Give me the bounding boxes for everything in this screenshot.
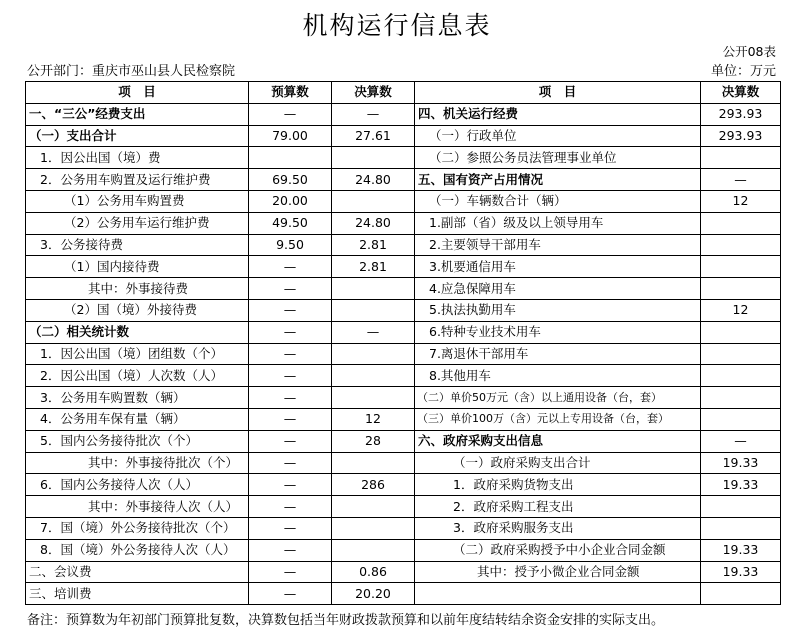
table-row [26, 496, 781, 518]
row-item-left: 5．国内公务接待批次（个） [26, 430, 249, 452]
row-item-right: （一）车辆数合计（辆） [415, 190, 701, 212]
row-budget: — [249, 583, 332, 605]
row-final [332, 496, 415, 518]
row-budget: — [249, 496, 332, 518]
row-item-right: 8.其他用车 [415, 365, 701, 387]
row-final-right [701, 234, 781, 256]
row-item-right: （二）单价50万元（含）以上通用设备（台，套） [415, 387, 701, 409]
row-final: 12 [332, 408, 415, 430]
row-final-right: 12 [701, 190, 781, 212]
row-budget: — [249, 103, 332, 125]
row-final-right: 19.33 [701, 539, 781, 561]
row-final-right [701, 583, 781, 605]
table-row [26, 408, 781, 430]
row-final-right: 19.33 [701, 452, 781, 474]
row-item-right: （二）参照公务员法管理事业单位 [415, 147, 701, 169]
row-budget: — [249, 343, 332, 365]
row-final: 2.81 [332, 234, 415, 256]
header-final: 决算数 [332, 82, 415, 104]
table-row [26, 474, 781, 496]
row-item-right: 2.主要领导干部用车 [415, 234, 701, 256]
row-item-left: （1）国内接待费 [26, 256, 249, 278]
row-final-right [701, 278, 781, 300]
form-number: 公开08表 [722, 44, 776, 59]
row-final [332, 517, 415, 539]
table-row [26, 387, 781, 409]
row-item-left: （一）支出合计 [26, 125, 249, 147]
row-item-left: 其中：外事接待人次（人） [26, 496, 249, 518]
row-final [332, 299, 415, 321]
table-row [26, 256, 781, 278]
row-final-right: 12 [701, 299, 781, 321]
row-item-left: 8．国（境）外公务接待人次（人） [26, 539, 249, 561]
row-final: 0.86 [332, 561, 415, 583]
row-item-right: 3.机要通信用车 [415, 256, 701, 278]
row-item-right [415, 583, 701, 605]
row-item-left: 3．公务接待费 [26, 234, 249, 256]
row-final-right [701, 517, 781, 539]
row-budget: — [249, 539, 332, 561]
row-budget: — [249, 430, 332, 452]
row-final: 24.80 [332, 212, 415, 234]
row-final-right [701, 212, 781, 234]
table-row [26, 430, 781, 452]
row-final-right [701, 256, 781, 278]
header-final-right: 决算数 [701, 82, 781, 104]
table-row [26, 299, 781, 321]
table-row [26, 452, 781, 474]
row-item-right: 4.应急保障用车 [415, 278, 701, 300]
footnote: 备注：预算数为年初部门预算批复数，决算数包括当年财政拨款预算和以前年度结转结余资金安排的实际支出。 [27, 613, 665, 628]
row-budget [249, 147, 332, 169]
row-final-right [701, 408, 781, 430]
row-item-right: （三）单价100万（含）元以上专用设备（台，套） [415, 408, 701, 430]
header-budget: 预算数 [249, 82, 332, 104]
row-final: 2.81 [332, 256, 415, 278]
row-final-right: — [701, 169, 781, 191]
row-final [332, 343, 415, 365]
row-final: 24.80 [332, 169, 415, 191]
row-final: 27.61 [332, 125, 415, 147]
row-item-left: 1．因公出国（境）团组数（个） [26, 343, 249, 365]
row-item-left: 二、会议费 [26, 561, 249, 583]
table-row [26, 583, 781, 605]
row-final [332, 452, 415, 474]
table-header-row [26, 82, 781, 104]
row-budget: — [249, 474, 332, 496]
table-row [26, 103, 781, 125]
row-final-right: — [701, 430, 781, 452]
table-row [26, 343, 781, 365]
row-item-right: 六、政府采购支出信息 [415, 430, 701, 452]
row-final-right [701, 147, 781, 169]
row-budget: — [249, 517, 332, 539]
row-item-left: 三、培训费 [26, 583, 249, 605]
row-budget: 49.50 [249, 212, 332, 234]
row-item-left: （2）公务用车运行维护费 [26, 212, 249, 234]
row-budget: — [249, 452, 332, 474]
row-item-left: 4．公务用车保有量（辆） [26, 408, 249, 430]
row-budget: — [249, 365, 332, 387]
table-row [26, 125, 781, 147]
row-final-right [701, 387, 781, 409]
row-item-right: 五、国有资产占用情况 [415, 169, 701, 191]
row-item-left: 其中：外事接待批次（个） [26, 452, 249, 474]
row-final-right [701, 321, 781, 343]
row-budget: — [249, 299, 332, 321]
table-row [26, 561, 781, 583]
row-item-left: （二）相关统计数 [26, 321, 249, 343]
row-item-left: 2．公务用车购置及运行维护费 [26, 169, 249, 191]
row-item-right: （一）行政单位 [415, 125, 701, 147]
info-table [25, 81, 781, 605]
row-item-right: 2．政府采购工程支出 [415, 496, 701, 518]
row-final-right [701, 343, 781, 365]
row-item-left: 3．公务用车购置数（辆） [26, 387, 249, 409]
row-final: — [332, 321, 415, 343]
row-budget: — [249, 387, 332, 409]
page-title: 机构运行信息表 [302, 11, 492, 40]
row-item-left: 1．因公出国（境）费 [26, 147, 249, 169]
table-row [26, 539, 781, 561]
table-row [26, 212, 781, 234]
row-final: 286 [332, 474, 415, 496]
row-budget: — [249, 321, 332, 343]
row-final: — [332, 103, 415, 125]
row-budget: 69.50 [249, 169, 332, 191]
row-item-left: 一、“三公”经费支出 [26, 103, 249, 125]
row-final-right [701, 496, 781, 518]
row-item-left: （1）公务用车购置费 [26, 190, 249, 212]
row-item-right: 1．政府采购货物支出 [415, 474, 701, 496]
table-row [26, 147, 781, 169]
table-row [26, 517, 781, 539]
row-item-right: 6.特种专业技术用车 [415, 321, 701, 343]
row-final-right: 19.33 [701, 561, 781, 583]
row-item-right: 7.离退休干部用车 [415, 343, 701, 365]
row-budget: — [249, 408, 332, 430]
row-item-right: 四、机关运行经费 [415, 103, 701, 125]
row-item-left: 6．国内公务接待人次（人） [26, 474, 249, 496]
header-item-right: 项 目 [415, 82, 701, 104]
row-budget: 20.00 [249, 190, 332, 212]
row-item-left: 7．国（境）外公务接待批次（个） [26, 517, 249, 539]
row-item-right: （一）政府采购支出合计 [415, 452, 701, 474]
table-row [26, 321, 781, 343]
row-item-right: 3．政府采购服务支出 [415, 517, 701, 539]
row-budget: 9.50 [249, 234, 332, 256]
row-budget: — [249, 278, 332, 300]
table-row [26, 278, 781, 300]
table-row [26, 234, 781, 256]
header-item: 项 目 [26, 82, 249, 104]
row-item-right: 1.副部（省）级及以上领导用车 [415, 212, 701, 234]
row-item-right: 5.执法执勤用车 [415, 299, 701, 321]
row-item-right: （二）政府采购授予中小企业合同金额 [415, 539, 701, 561]
row-final: 28 [332, 430, 415, 452]
row-budget: — [249, 561, 332, 583]
table-row [26, 365, 781, 387]
row-final [332, 539, 415, 561]
row-budget: 79.00 [249, 125, 332, 147]
row-final [332, 365, 415, 387]
row-final [332, 387, 415, 409]
unit-label: 单位：万元 [710, 64, 776, 79]
row-item-left: 其中：外事接待费 [26, 278, 249, 300]
department-label: 公开部门：重庆市巫山县人民检察院 [27, 64, 236, 79]
table-row [26, 190, 781, 212]
row-budget: — [249, 256, 332, 278]
row-final: 20.20 [332, 583, 415, 605]
row-final-right: 293.93 [701, 103, 781, 125]
row-final-right [701, 365, 781, 387]
row-final [332, 278, 415, 300]
row-final [332, 190, 415, 212]
row-item-left: （2）国（境）外接待费 [26, 299, 249, 321]
row-final-right: 19.33 [701, 474, 781, 496]
row-item-left: 2．因公出国（境）人次数（人） [26, 365, 249, 387]
row-item-right: 其中：授予小微企业合同金额 [415, 561, 701, 583]
row-final-right: 293.93 [701, 125, 781, 147]
row-final [332, 147, 415, 169]
table-row [26, 169, 781, 191]
